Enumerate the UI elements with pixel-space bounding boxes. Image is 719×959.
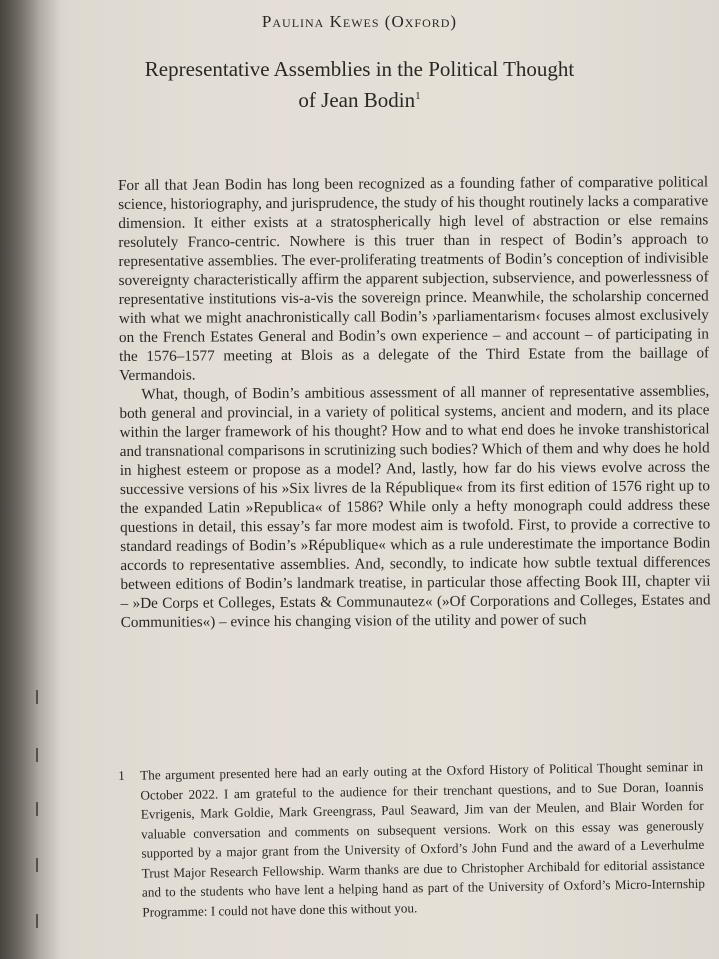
article-title (0, 56, 719, 114)
body-paragraph-1: For all that Jean Bodin has long been recognized as a founding father of comparative political science, historiography, and jurisprudence, the study of his thought routinely lacks a comparative dimension. It either exists at a stratospherically high level of abstraction or else remains resolutely Franco-centric. Nowhere is this truer than in respect of Bodin’s approach to representative assemblies. The ever-proliferating treatments of Bodin’s conception of indivisible sovereignty characteristically affirm the apparent subjection, subservience, and powerlessness of representative institutions vis-a-vis the sovereign prince. Meanwhile, the scholarship concerned with what we might anachronistically call Bodin’s ›parliamentarism‹ focuses almost exclusively on the French Estates General and Bodin’s own experience – and account – of participating in the 1576–1577 meeting at Blois as a delegate of the Third Estate from the baillage of Vermandois. (118, 173, 710, 384)
footnote-text: The argument presented here had an early outing at the Oxford History of Political Thought seminar in October 2022. I am grateful to the audience for their trenchant questions, and to Sue Doran, Ioannis Evrigenis, Mark Goldie, Mark Greengrass, Paul Seaward, Jim van der Meulen, and Blair Worden for valuable conversation and comments on subsequent versions. Work on this essay was generously supported by a major grant from the University of Oxford’s John Fund and the award of a Leverhulme Trust Major Research Fellowship. Warm thanks are due to Christopher Archibald for editorial assistance and to the students who have lent a helping hand as part of the University of Oxford’s Micro-Internship Programme: I could not have done this without you. (140, 758, 706, 920)
body-paragraph-2: What, though, of Bodin’s ambitious assessment of all manner of representative assemblies, both general and provincial, in a variety of political systems, ancient and modern, and its place within the larger framework of his thought? How and to what end does he invoke transhistorical and transnational comparisons in scrutinizing such bodies? Which of them and why does he hold in highest esteem or propose as a model? And, lastly, how far do his views evolve across the successive versions of his »Six livres de la République« from its first edition of 1576 right up to the expanded Latin »Republica« of 1586? While only a hefty monograph could address these questions in detail, this essay’s far more modest aim is twofold. First, to provide a corrective to standard readings of Bodin’s »République« which as a rule underestimate the importance Bodin accords to representative assemblies. And, secondly, to indicate how subtle textual differences between editions of Bodin’s landmark treatise, in particular those affecting Book III, chapter vii – »De Corps et Colleges, Estats & Communautez« (»Of Corporations and Colleges, Estates and Communities«) – evince his changing vision of the utility and power of such (119, 382, 711, 631)
gutter-marks (36, 690, 40, 950)
running-header-author: Paulina Kewes (Oxford) (261, 12, 458, 31)
title-line-2-text: of Jean Bodin (298, 88, 416, 112)
footnote-number: 1 (118, 767, 125, 783)
article-body (118, 172, 711, 632)
footnote-1 (118, 757, 705, 922)
gutter-shadow (0, 0, 60, 959)
title-footnote-ref: 1 (415, 90, 421, 102)
title-line-1: Representative Assemblies in the Political Thought (144, 57, 575, 81)
title-line-2 (0, 83, 719, 114)
